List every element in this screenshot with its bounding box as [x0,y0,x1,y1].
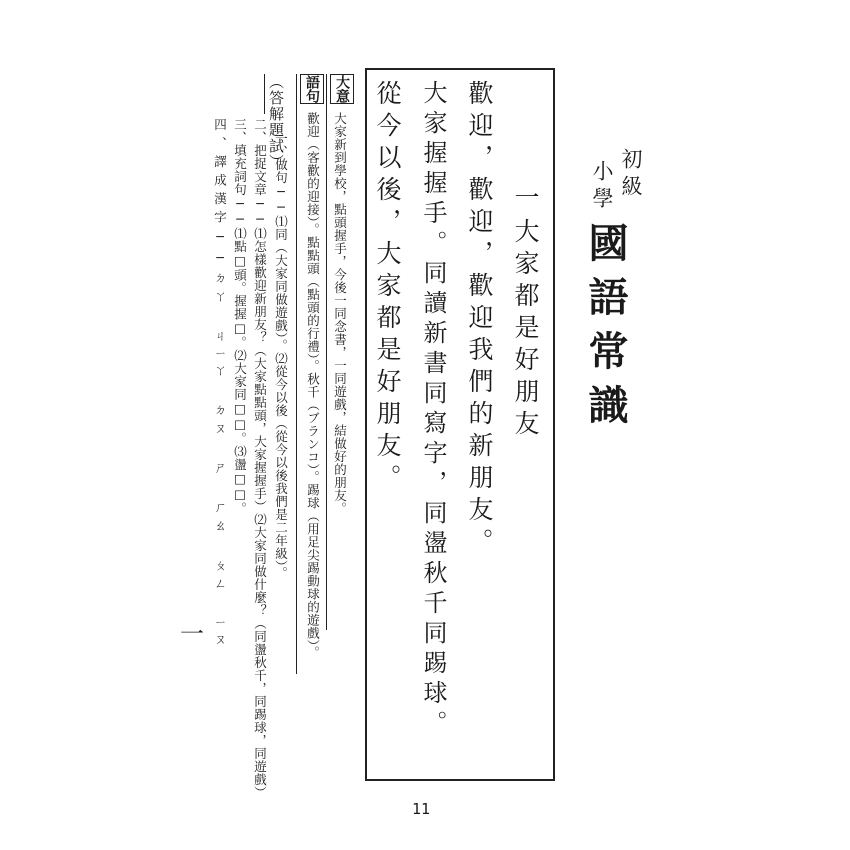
grade-label-line-2: 小學 [590,160,614,214]
notes-divider-2 [296,74,297,674]
exercise-label: （答解題試） [267,74,285,170]
exercise-underline [264,74,265,114]
exercise-item-2: 二、把捉文章──⑴怎樣歡迎新朋友？（大家點點頭，大家握握手）⑵大家同做什麼？（同盪秋千，同踢球，同遊戲） [252,118,268,799]
exercise-item-1: 一、做句──⑴同（大家同做遊戲）。⑵從今以後（從今以後我們是二年級）。 [273,132,289,580]
lesson-line-2: 歡迎，歡迎，歡迎我們的新朋友。 [465,80,494,560]
lesson-number: 一 [511,184,540,216]
book-title: 國語常識 [582,222,629,438]
margin-mark: 一 [180,620,204,648]
lesson-line-1: 大家都是好朋友 [511,218,540,442]
notes-divider-1 [326,74,327,630]
main-idea-text: 大家新到學校，點頭握手，今後一同念書，一同遊戲，結做好的朋友。 [332,112,348,515]
main-idea-label: 大意 [330,74,354,104]
phrases-text: 歡迎（客歡的迎接）。點點頭（點頭的行禮）。秋千（ブランコ）。踢球（用足尖踢動球的遊戲）。 [305,112,321,659]
exercise-item-3: 三、填充詞句──⑴點□頭。握握□。⑵大家同□□。⑶盪□□。 [232,118,248,515]
lesson-line-3: 大家握握手。同讀新書同寫字，同盪秋千同踢球。 [419,80,447,740]
page-number: 11 [412,800,431,818]
lesson-line-4: 從今以後，大家都是好朋友。 [373,80,402,496]
exercise-item-4: 四、譯成漢字──ㄉㄚ ㄐㄧㄚ ㄉㄡ ㄕ ㄏㄠ ㄆㄥ ㄧㄡ [212,118,228,651]
phrases-label: 語句 [300,74,324,104]
grade-label-line-1: 初級 [619,148,643,202]
